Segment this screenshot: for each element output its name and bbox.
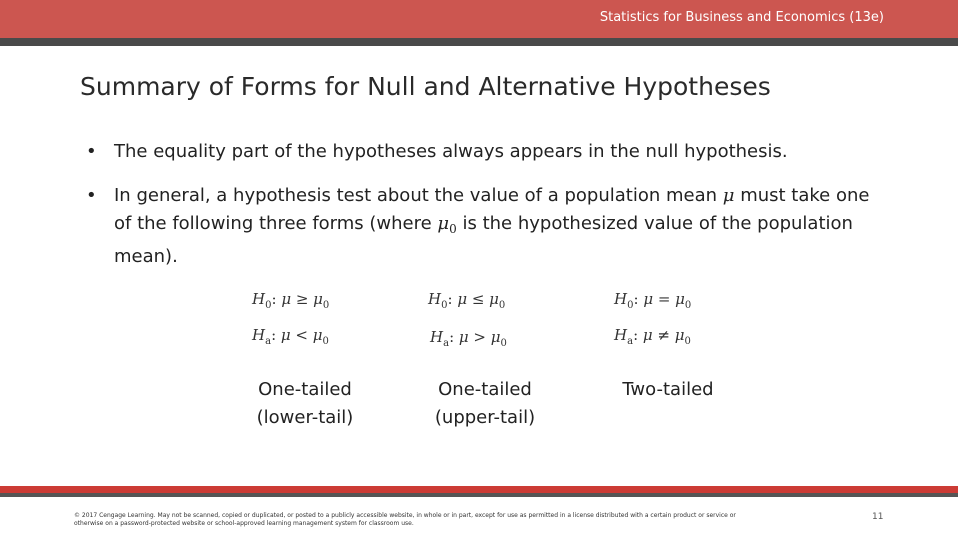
page-number: 11: [872, 512, 884, 522]
form-2-null-hypothesis: $H_0$: $\mu \le \mu_0$: [428, 290, 506, 311]
footer-red-bar: [0, 486, 958, 493]
slide-title: Summary of Forms for Null and Alternative Hypotheses: [80, 72, 771, 101]
mu0-symbol: $\mu_0$: [437, 213, 457, 236]
form-1-alt-hypothesis: $H_a$: $\mu < \mu_0$: [252, 326, 329, 347]
header-divider: [0, 38, 958, 46]
form-3-alt-hypothesis: $H_a$: $\mu \ne \mu_0$: [614, 326, 691, 347]
bullet-item-2: [86, 182, 886, 271]
mu-symbol: μ: [722, 185, 735, 206]
bullet-dot-icon: •: [86, 141, 97, 162]
form-1-label: One-tailed (lower-tail): [256, 379, 354, 428]
footer-gray-bar: [0, 493, 958, 497]
bullet-text-2c: is the hypothesized value of the population mean).: [114, 213, 853, 267]
course-title: Statistics for Business and Economics (13e): [599, 10, 884, 25]
bullet-text-2b: must take one of the following three forms (where: [114, 185, 870, 234]
bullet-list: [86, 138, 886, 287]
bullet-item-1: [86, 138, 886, 166]
form-2-label: One-tailed (upper-tail): [434, 379, 536, 428]
bullet-dot-icon: •: [86, 185, 97, 206]
header-bar: [0, 0, 958, 38]
form-2-alt-hypothesis: $H_a$: $\mu > \mu_0$: [430, 328, 507, 349]
form-1-null-hypothesis: $H_0$: $\mu \ge \mu_0$: [252, 290, 330, 311]
bullet-text-1: The equality part of the hypotheses always appears in the null hypothesis.: [114, 141, 788, 162]
form-3-null-hypothesis: $H_0$: $\mu = \mu_0$: [614, 290, 692, 311]
copyright-notice: © 2017 Cengage Learning. May not be scanned, copied or duplicated, or posted to a publicly accessible website, in whole or in part, except for use as permitted in a license distributed with a certain product or service or otherwise on a password-protected website or school-approved learning management system for classroom use.: [74, 512, 736, 527]
form-3-label: Two-tailed: [622, 379, 714, 400]
bullet-text-2a: In general, a hypothesis test about the value of a population mean: [114, 185, 723, 206]
